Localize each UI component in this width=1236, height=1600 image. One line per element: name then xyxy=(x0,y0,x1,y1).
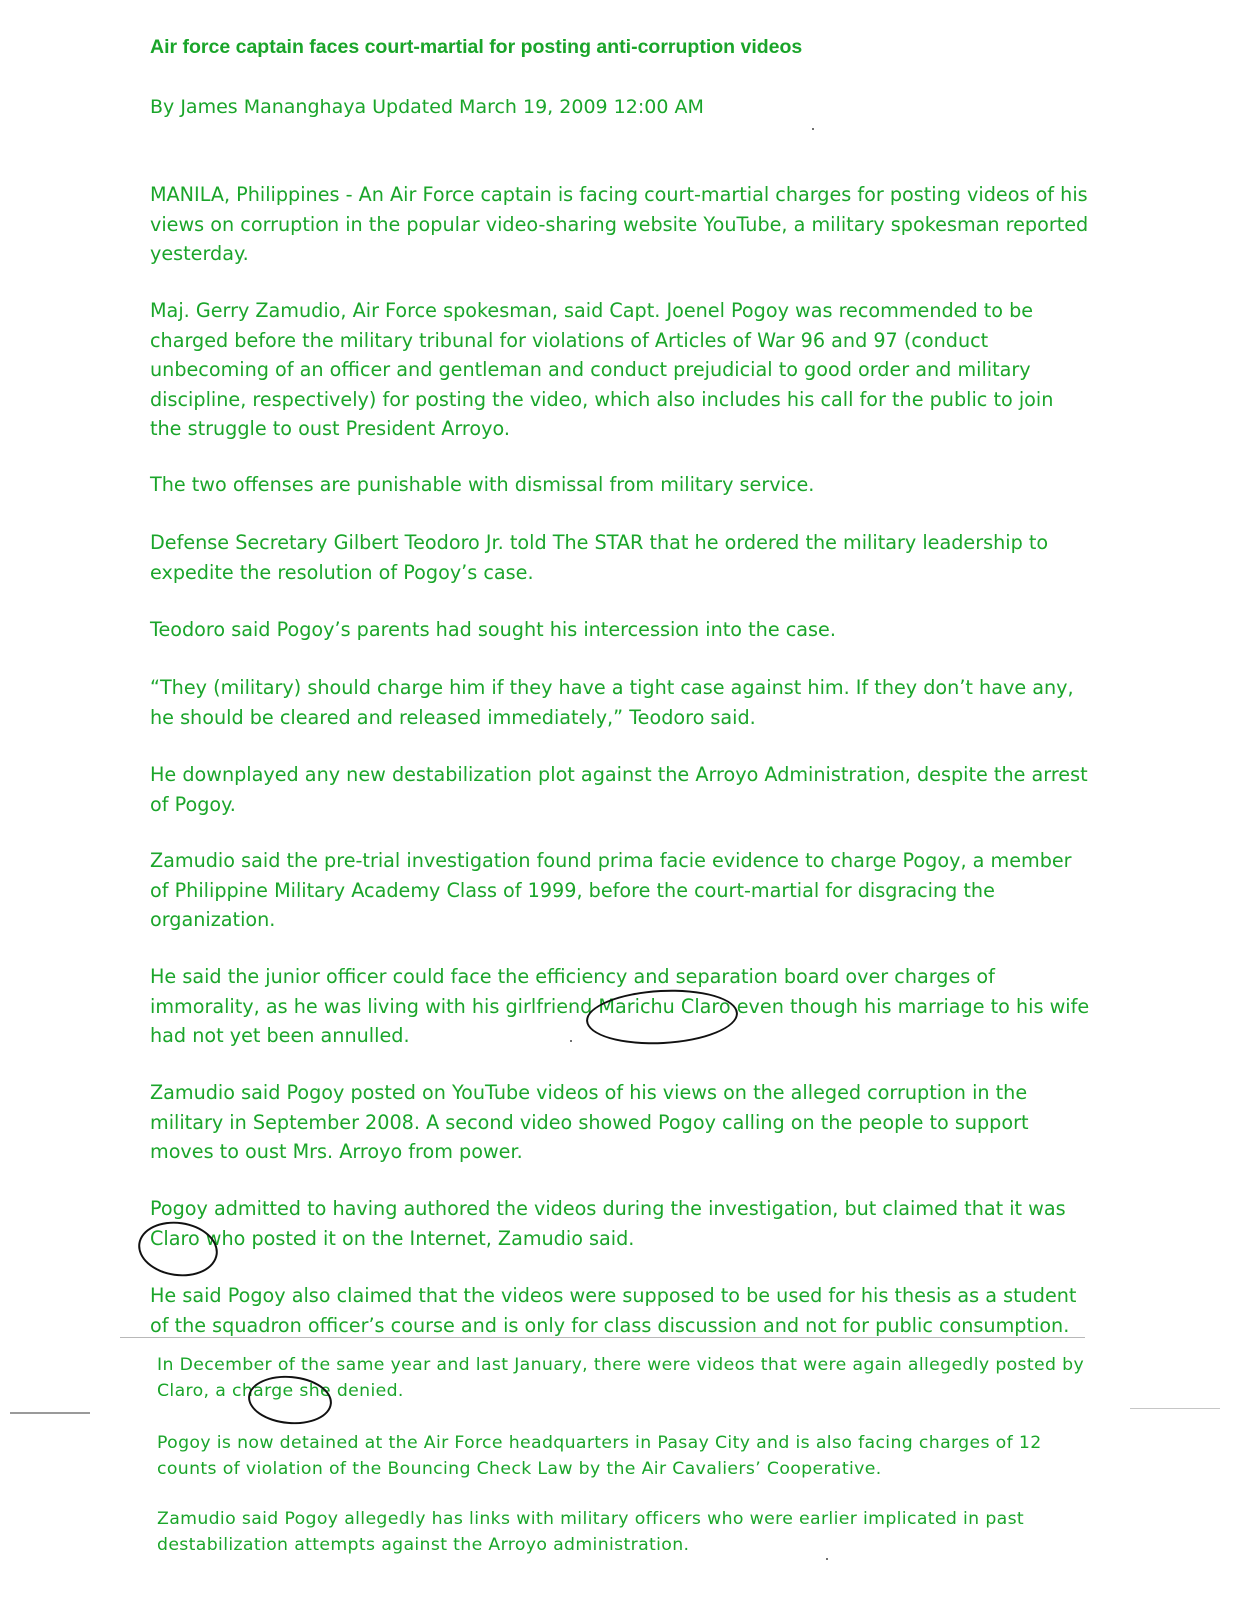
scan-speck xyxy=(812,128,814,130)
scan-artifact-left xyxy=(10,1412,90,1414)
paragraph-13: In December of the same year and last January, there were videos that were again allegedly posted by Claro, a charge she denied. xyxy=(157,1355,1085,1401)
paragraph-3: The two offenses are punishable with dismissal from military service. xyxy=(150,473,815,496)
paragraph-11: Pogoy admitted to having authored the videos during the investigation, but claimed that it was Claro who posted it on the Internet, Zamudio said. xyxy=(150,1197,1066,1250)
paragraph-2: Maj. Gerry Zamudio, Air Force spokesman, said Capt. Joenel Pogoy was recommended to be charged before the military tribunal for violations of Articles of War 96 and 97 (conduct unbecoming of an officer and gentleman and conduct prejudicial to good order and military discipline, respectively) for posting the video, which also includes his call for the public to join the struggle to oust President Arroyo. xyxy=(150,299,1054,440)
paragraph-8: Zamudio said the pre-trial investigation found prima facie evidence to charge Pogoy, a member of Philippine Military Academy Class of 1999, before the court-martial for disgracing the organization. xyxy=(150,849,1072,931)
paragraph-7: He downplayed any new destabilization plot against the Arroyo Administration, despite the arrest of Pogoy. xyxy=(150,763,1088,816)
paragraph-6: “They (military) should charge him if they have a tight case against him. If they don’t have any, he should be cleared and released immediately,” Teodoro said. xyxy=(150,676,1074,729)
paragraph-5: Teodoro said Pogoy’s parents had sought his intercession into the case. xyxy=(150,618,836,641)
scan-speck xyxy=(570,1040,572,1042)
article-headline: Air force captain faces court-martial for posting anti-corruption videos xyxy=(150,36,803,58)
paragraph-10: Zamudio said Pogoy posted on YouTube videos of his views on the alleged corruption in the military in September 2008. A second video showed Pogoy calling on the people to support moves to oust Mrs. Arroyo from power. xyxy=(150,1081,1029,1163)
scan-divider-line xyxy=(120,1337,1085,1338)
paragraph-15: Zamudio said Pogoy allegedly has links with military officers who were earlier implicated in past destabilization attempts against the Arroyo administration. xyxy=(157,1509,1025,1555)
paragraph-12: He said Pogoy also claimed that the videos were supposed to be used for his thesis as a student of the squadron officer’s course and is only for class discussion and not for public consumption. xyxy=(150,1284,1077,1337)
article-byline: By James Mananghaya Updated March 19, 2009 12:00 AM xyxy=(150,96,704,118)
paragraph-1: MANILA, Philippines - An Air Force captain is facing court-martial charges for posting videos of his views on corruption in the popular video-sharing website YouTube, a military spokesman reported yesterday. xyxy=(150,183,1089,265)
paragraph-9: He said the junior officer could face the efficiency and separation board over charges of immorality, as he was living with his girlfriend Marichu Claro even though his marriage to his wife had not yet been annulled. xyxy=(150,965,1090,1047)
paragraph-4: Defense Secretary Gilbert Teodoro Jr. told The STAR that he ordered the military leadership to expedite the resolution of Pogoy’s case. xyxy=(150,531,1049,584)
paragraph-14: Pogoy is now detained at the Air Force headquarters in Pasay City and is also facing charges of 12 counts of violation of the Bouncing Check Law by the Air Cavaliers’ Cooperative. xyxy=(157,1433,1042,1479)
scan-speck xyxy=(826,1558,828,1560)
scan-artifact-right xyxy=(1130,1408,1220,1409)
